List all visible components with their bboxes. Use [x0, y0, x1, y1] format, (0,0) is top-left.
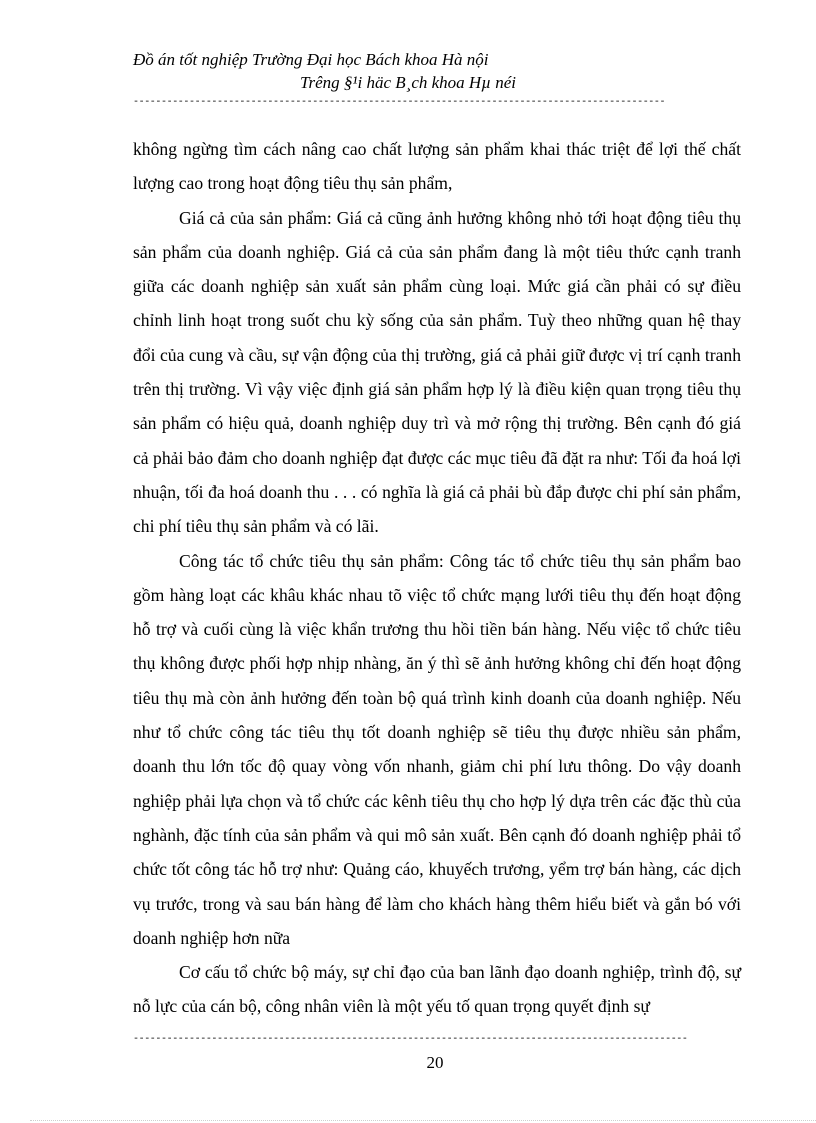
header-title: Đồ án tốt nghiệp Trường Đại học Bách khoa Hà nội	[133, 50, 489, 69]
header-title-garbled: Trêng §¹i häc B¸ch khoa Hµ néi	[300, 73, 517, 92]
paragraph: Cơ cấu tổ chức bộ máy, sự chỉ đạo của ban lãnh đạo doanh nghiệp, trình độ, sự nỗ lực của cán bộ, công nhân viên là một yếu tố quan trọng quyết định sự	[133, 962, 741, 1017]
page-edge-divider	[30, 1120, 816, 1121]
paragraph: Công tác tổ chức tiêu thụ sản phẩm: Công tác tổ chức tiêu thụ sản phẩm bao gồm hàng loạt các khâu khác nhau tõ việc tổ chức mạng lưới tiêu thụ đến hoạt động hỗ trợ và cuối cùng là việc khẩn trương thu hồi tiền bán hàng. Nếu việc tổ chức tiêu thụ không được phối hợp nhịp nhàng, ăn ý thì sẽ ảnh hưởng không chỉ đến hoạt động tiêu thụ mà còn ảnh hưởng đến toàn bộ quá trình kinh doanh của doanh nghiệp. Nếu như tổ chức công tác tiêu thụ tốt doanh nghiệp sẽ tiêu thụ được nhiều sản phẩm, doanh thu lớn tốc độ quay vòng vốn nhanh, giảm chi phí lưu thông. Do vậy doanh nghiệp phải lựa chọn và tổ chức các kênh tiêu thụ cho hợp lý dựa trên các đặc thù của nghành, đặc tính của sản phẩm và qui mô sản xuất. Bên cạnh đó doanh nghiệp phải tổ chức tốt công tác hỗ trợ như: Quảng cáo, khuyếch trương, yểm trợ bán hàng, các dịch vụ trước, trong và sau bán hàng để làm cho khách hàng thêm hiểu biết và gắn bó với doanh nghiệp hơn nữa	[133, 550, 741, 948]
page-number: 20	[426, 1053, 444, 1072]
footer-separator: ---------------------------------------------------------------------------------------------------	[133, 1034, 688, 1045]
paragraph: không ngừng tìm cách nâng cao chất lượng sản phẩm khai thác triệt để lợi thế chất lượng cao trong hoạt động tiêu thụ sản phẩm,	[133, 139, 741, 194]
body-text	[133, 132, 741, 1024]
paragraph: Giá cả của sản phẩm: Giá cả cũng ảnh hưởng không nhỏ tới hoạt động tiêu thụ sản phẩm của doanh nghiệp. Giá cả của sản phẩm đang là một tiêu thức cạnh tranh giữa các doanh nghiệp sản xuất sản phẩm cùng loại. Mức giá cần phải có sự điều chỉnh linh hoạt trong suốt chu kỳ sống của sản phẩm. Tuỳ theo những quan hệ thay đổi của cung và cầu, sự vận động của thị trường, giá cả phải giữ được vị trí cạnh tranh trên thị trường. Vì vậy việc định giá sản phẩm hợp lý là điều kiện quan trọng tiêu thụ sản phẩm có hiệu quả, doanh nghiệp duy trì và mở rộng thị trường. Bên cạnh đó giá cả phải bảo đảm cho doanh nghiệp đạt được các mục tiêu đã đặt ra như: Tối đa hoá lợi nhuận, tối đa hoá doanh thu . . . có nghĩa là giá cả phải bù đắp được chi phí sản phẩm, chi phí tiêu thụ sản phẩm và có lãi.	[133, 207, 741, 537]
header-separator: -----------------------------------------------------------------------------------------------	[133, 97, 666, 108]
